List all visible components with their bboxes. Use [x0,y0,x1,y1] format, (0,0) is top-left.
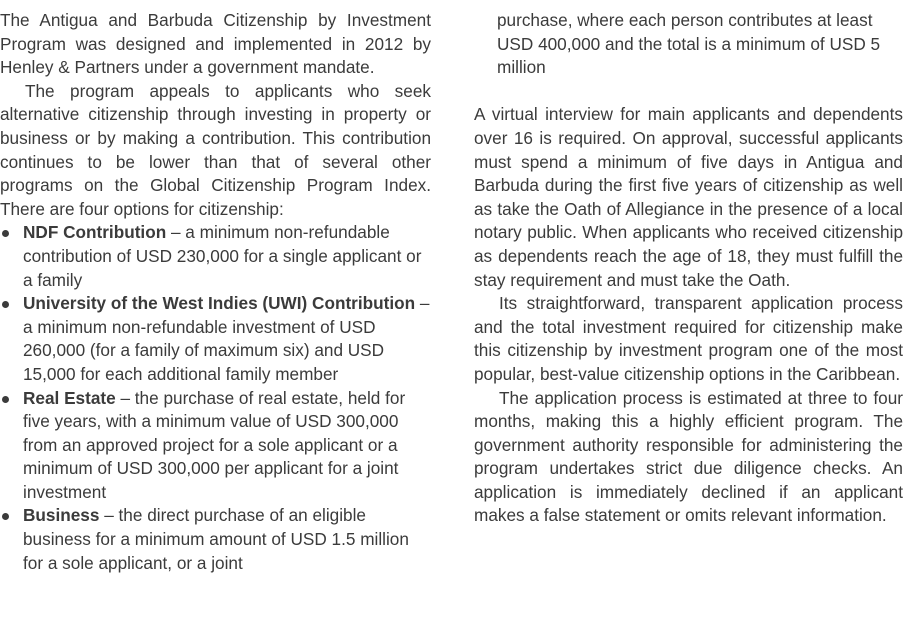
option-text: – the purchase of real estate, held for five years, with a minimum value of USD 300,000 from an approved project for a sole applicant or a minimum of USD 300,000 per applicant for a joint investment [23,387,406,502]
option-title: Business [23,505,100,526]
business-option-continuation: purchase, where each person contributes at least USD 400,000 and the total is a minimum of USD 5 million [497,10,881,78]
process-paragraph: Its straightforward, transparent application process and the total investment required for citizenship make this citizenship by investment program one of the most popular, best-value citizenship options in the Caribbean. [474,293,903,384]
option-title: NDF Contribution [23,222,167,243]
option-ndf-contribution [0,221,431,292]
option-title: University of the West Indies (UWI) Contribution [23,293,416,314]
intro-paragraph: The Antigua and Barbuda Citizenship by Investment Program was designed and implemented in 2012 by Henley & Partners under a government mandate. [0,10,431,78]
option-text: – a minimum non-refundable contribution of USD 230,000 for a single applicant or a family [23,222,422,290]
right-column [474,9,903,528]
citizenship-options-list [0,221,431,575]
option-business [0,504,431,575]
bullet-icon [2,230,9,237]
option-text: – the direct purchase of an eligible business for a minimum amount of USD 1.5 million for a sole applicant, or a joint [23,505,409,573]
timeline-paragraph: The application process is estimated at three to four months, making this a highly efficient program. The government authority responsible for administering the program undertakes strict due diligence checks. An application is immediately declined if an applicant makes a false statement or omits relevant information. [474,387,903,526]
interview-paragraph: A virtual interview for main applicants and dependents over 16 is required. On approval, successful applicants must spend a minimum of five days in Antigua and Barbuda during the first five years of citizenship as well as take the Oath of Allegiance in the presence of a local notary public. When applicants who received citizenship as dependents reach the age of 18, they must fulfill the stay requirement and must take the Oath. [474,104,903,290]
option-text: – a minimum non-refundable investment of USD 260,000 (for a family of maximum six) and USD 15,000 for each additional family member [23,293,430,384]
bullet-icon [2,513,9,520]
option-real-estate [0,387,431,505]
left-column [0,9,431,575]
appeal-paragraph: The program appeals to applicants who seek alternative citizenship through investing in property or business or by making a contribution. This contribution continues to be lower than that of several other programs on the Global Citizenship Program Index. There are four options for citizenship: [0,80,431,219]
option-uwi-contribution [0,292,431,386]
bullet-icon [2,396,9,403]
paragraph-spacer [474,80,903,104]
bullet-icon [2,301,9,308]
option-title: Real Estate [23,387,116,408]
